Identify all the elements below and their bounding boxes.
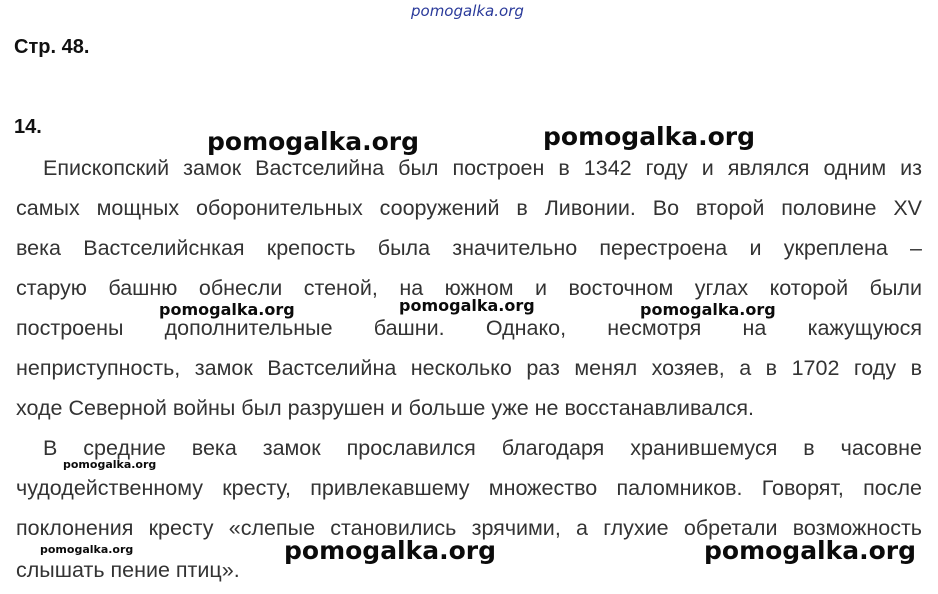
page-label: Стр. 48. xyxy=(14,36,90,58)
text-line: века Вастселийснкая крепость была значительно перестроена и укреплена – xyxy=(16,236,922,260)
text-line: поклонения кресту «слепые становились зрячими, а глухие обретали возможность xyxy=(16,516,922,540)
watermark-top: pomogalka.org xyxy=(411,2,524,20)
watermark: pomogalka.org xyxy=(399,296,535,315)
watermark: pomogalka.org xyxy=(543,122,756,151)
watermark: pomogalka.org xyxy=(640,300,776,319)
watermark: pomogalka.org xyxy=(704,536,917,565)
text-line: старую башню обнесли стеной, на южном и восточном углах которой были xyxy=(16,276,922,300)
task-number: 14. xyxy=(14,116,42,138)
text-line: неприступность, замок Вастселийна несколько раз менял хозяев, а в 1702 году в xyxy=(16,356,922,380)
watermark: pomogalka.org xyxy=(207,127,420,156)
watermark: pomogalka.org xyxy=(159,300,295,319)
watermark: pomogalka.org xyxy=(63,458,157,471)
text-line: чудодейственному кресту, привлекавшему множество паломников. Говорят, после xyxy=(16,476,922,500)
text-line: самых мощных оборонительных сооружений в Ливонии. Во второй половине XV xyxy=(16,196,922,220)
text-line: слышать пение птиц». xyxy=(16,558,240,582)
text-line: ходе Северной войны был разрушен и больше уже не восстанавливался. xyxy=(16,396,755,420)
text-line: Епископский замок Вастселийна был построен в 1342 году и являлся одним из xyxy=(43,156,922,180)
watermark: pomogalka.org xyxy=(284,536,497,565)
text-line: В средние века замок прославился благодаря хранившемуся в часовне xyxy=(43,436,922,460)
watermark: pomogalka.org xyxy=(40,543,134,556)
text-line: построены дополнительные башни. Однако, несмотря на кажущуюся xyxy=(16,316,922,340)
